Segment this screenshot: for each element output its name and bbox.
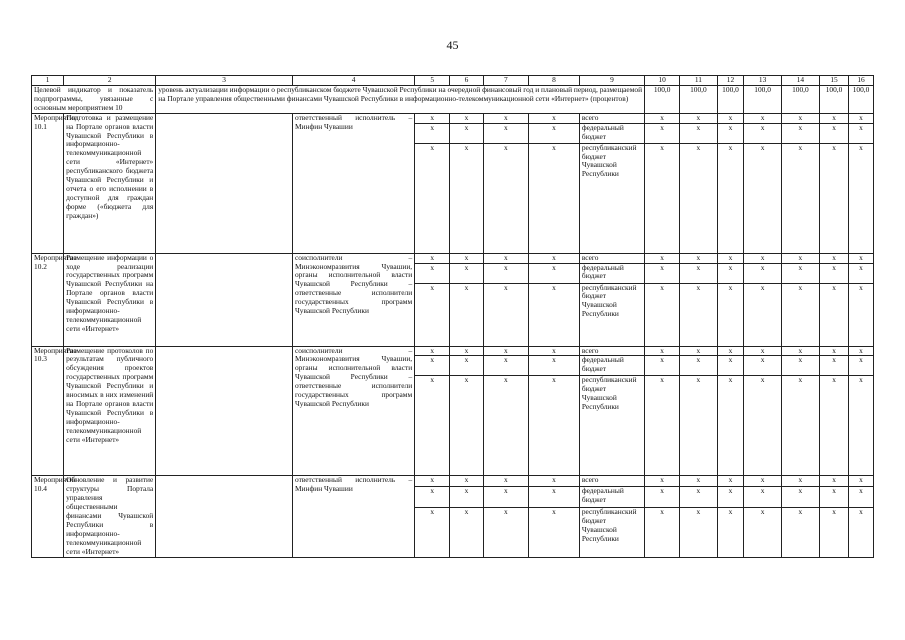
x-mark: x [529,113,580,123]
x-mark: x [645,356,680,376]
x-mark: x [483,507,529,557]
column-number: 14 [781,76,819,86]
activity-executor: ответственный исполнитель – Минфин Чувашии [292,113,414,253]
activity-executor: ответственный исполнитель – Минфин Чувашии [292,476,414,557]
x-mark: x [820,263,849,283]
x-mark: x [529,486,580,507]
column-number: 6 [450,76,483,86]
x-mark: x [717,476,744,486]
x-mark: x [744,143,781,253]
funding-source: федеральный бюджет [579,263,644,283]
x-mark: x [415,346,450,356]
x-mark: x [450,253,483,263]
x-mark: x [529,376,580,476]
x-mark: x [415,486,450,507]
x-mark: x [415,113,450,123]
x-mark: x [483,486,529,507]
x-mark: x [781,486,819,507]
activity-name: Обновление и развитие структуры Портала управления общественными финансами Чувашской Республики в информационно-телекоммуникационной сети «Интернет» [64,476,156,557]
x-mark: x [849,123,874,143]
x-mark: x [781,143,819,253]
x-mark: x [717,123,744,143]
x-mark: x [820,113,849,123]
x-mark: x [820,123,849,143]
x-mark: x [450,376,483,476]
x-mark: x [450,507,483,557]
x-mark: x [717,263,744,283]
x-mark: x [781,507,819,557]
activity-label: Мероприятие 10.1 [32,113,64,253]
activity-executor: соисполнители – Минэкономразвития Чувашии, органы исполнительной власти Чувашской Республики – ответственные исполнители государственных программ Чувашской Республики [292,346,414,476]
x-mark: x [483,123,529,143]
x-mark: x [680,113,717,123]
indicator-value: 100,0 [645,86,680,114]
x-mark: x [820,143,849,253]
x-mark: x [680,123,717,143]
x-mark: x [849,346,874,356]
x-mark: x [483,263,529,283]
x-mark: x [529,507,580,557]
activity-executor: соисполнители – Минэкономразвития Чувашии, органы исполнительной власти Чувашской Республики – ответственные исполнители государственных программ Чувашской Республики [292,253,414,346]
x-mark: x [645,253,680,263]
x-mark: x [717,253,744,263]
x-mark: x [529,253,580,263]
x-mark: x [529,476,580,486]
activity-name: Размещение протоколов по результатам публичного обсуждения проектов государственных программ Чувашской Республики и вносимых в них изменений на Портале органов власти Чувашской Республики в информационно-телекоммуникационной сети «Интернет» [64,346,156,476]
x-mark: x [781,263,819,283]
x-mark: x [849,507,874,557]
x-mark: x [529,356,580,376]
funding-source: республиканский бюджет Чувашской Республики [579,143,644,253]
activity-name: Размещение информации о ходе реализации государственных программ Чувашской Республики на Портале органов власти Чувашской Республики в информационно-телекоммуникационной сети «Интернет» [64,253,156,346]
x-mark: x [744,376,781,476]
indicator-value: 100,0 [744,86,781,114]
x-mark: x [645,486,680,507]
x-mark: x [717,507,744,557]
x-mark: x [680,346,717,356]
indicator-row [32,86,874,114]
activity-row [32,253,874,263]
x-mark: x [717,283,744,346]
x-mark: x [450,476,483,486]
x-mark: x [680,476,717,486]
x-mark: x [483,283,529,346]
column-number: 12 [717,76,744,86]
x-mark: x [717,486,744,507]
activity-label: Мероприятие 10.3 [32,346,64,476]
x-mark: x [744,263,781,283]
x-mark: x [781,346,819,356]
funding-source: республиканский бюджет Чувашской Республики [579,376,644,476]
x-mark: x [744,486,781,507]
activity-label: Мероприятие 10.4 [32,476,64,557]
x-mark: x [645,263,680,283]
x-mark: x [415,476,450,486]
x-mark: x [744,346,781,356]
x-mark: x [415,356,450,376]
x-mark: x [717,143,744,253]
x-mark: x [680,253,717,263]
x-mark: x [781,123,819,143]
column-number: 15 [820,76,849,86]
column-number: 4 [292,76,414,86]
x-mark: x [529,283,580,346]
empty-cell [156,476,293,557]
x-mark: x [680,283,717,346]
x-mark: x [849,113,874,123]
activity-row [32,113,874,123]
x-mark: x [820,253,849,263]
x-mark: x [820,283,849,346]
x-mark: x [849,263,874,283]
activity-name: Подготовка и размещение на Портале органов власти Чувашской Республики в информационно-телекоммуникационной сети «Интернет» республиканского бюджета Чувашской Республики и отчета о его исполнении в доступной для граждан форме («бюджета для граждан») [64,113,156,253]
x-mark: x [849,486,874,507]
column-number: 13 [744,76,781,86]
x-mark: x [744,283,781,346]
x-mark: x [483,253,529,263]
column-number: 10 [645,76,680,86]
funding-source: республиканский бюджет Чувашской Республики [579,283,644,346]
x-mark: x [450,123,483,143]
x-mark: x [415,143,450,253]
x-mark: x [529,123,580,143]
x-mark: x [645,123,680,143]
column-number: 7 [483,76,529,86]
x-mark: x [680,143,717,253]
funding-source: всего [579,476,644,486]
x-mark: x [415,507,450,557]
x-mark: x [529,143,580,253]
indicator-value: 100,0 [717,86,744,114]
x-mark: x [415,376,450,476]
column-number: 8 [529,76,580,86]
funding-source: республиканский бюджет Чувашской Республики [579,507,644,557]
x-mark: x [781,113,819,123]
x-mark: x [450,356,483,376]
x-mark: x [849,476,874,486]
x-mark: x [450,143,483,253]
indicator-value: 100,0 [849,86,874,114]
empty-cell [156,113,293,253]
x-mark: x [529,346,580,356]
column-number: 11 [680,76,717,86]
x-mark: x [744,507,781,557]
x-mark: x [717,346,744,356]
x-mark: x [849,376,874,476]
indicator-value: 100,0 [781,86,819,114]
x-mark: x [415,253,450,263]
x-mark: x [483,476,529,486]
x-mark: x [849,356,874,376]
empty-cell [156,253,293,346]
x-mark: x [415,123,450,143]
column-number: 3 [156,76,293,86]
x-mark: x [781,476,819,486]
page-number: 45 [446,38,459,52]
x-mark: x [645,283,680,346]
x-mark: x [744,253,781,263]
x-mark: x [820,346,849,356]
column-number: 9 [579,76,644,86]
header-row [32,76,874,86]
x-mark: x [717,356,744,376]
x-mark: x [645,476,680,486]
indicator-label: Целевой индикатор и показатель подпрограммы, увязанные с основным мероприятием 10 [32,86,156,114]
column-number: 16 [849,76,874,86]
x-mark: x [483,346,529,356]
budget-table [31,75,874,558]
x-mark: x [415,263,450,283]
x-mark: x [744,356,781,376]
x-mark: x [483,143,529,253]
funding-source: федеральный бюджет [579,123,644,143]
x-mark: x [820,507,849,557]
x-mark: x [680,486,717,507]
activity-row [32,476,874,486]
x-mark: x [849,143,874,253]
x-mark: x [680,376,717,476]
x-mark: x [680,263,717,283]
x-mark: x [820,486,849,507]
x-mark: x [849,283,874,346]
x-mark: x [483,376,529,476]
x-mark: x [645,143,680,253]
x-mark: x [744,123,781,143]
funding-source: всего [579,346,644,356]
x-mark: x [483,356,529,376]
x-mark: x [450,346,483,356]
x-mark: x [645,346,680,356]
x-mark: x [483,113,529,123]
x-mark: x [781,283,819,346]
x-mark: x [450,486,483,507]
activity-row [32,346,874,356]
indicator-text: уровень актуализации информации о республиканском бюджете Чувашской Республики на очередной финансовый год и плановый период, размещаемой на Портале управления общественными финансами Чувашской Республики в информационно-телекоммуникационной сети «Интернет» (процентов) [156,86,645,114]
x-mark: x [450,113,483,123]
column-number: 1 [32,76,64,86]
x-mark: x [781,253,819,263]
x-mark: x [680,507,717,557]
column-number: 5 [415,76,450,86]
funding-source: федеральный бюджет [579,356,644,376]
x-mark: x [450,263,483,283]
funding-source: всего [579,253,644,263]
x-mark: x [781,356,819,376]
column-number: 2 [64,76,156,86]
empty-cell [156,346,293,476]
x-mark: x [415,283,450,346]
activity-label: Мероприятие 10.2 [32,253,64,346]
x-mark: x [820,356,849,376]
indicator-value: 100,0 [680,86,717,114]
x-mark: x [849,253,874,263]
x-mark: x [680,356,717,376]
indicator-value: 100,0 [820,86,849,114]
x-mark: x [529,263,580,283]
x-mark: x [820,476,849,486]
x-mark: x [820,376,849,476]
x-mark: x [717,376,744,476]
x-mark: x [450,283,483,346]
x-mark: x [645,376,680,476]
funding-source: всего [579,113,644,123]
x-mark: x [645,113,680,123]
funding-source: федеральный бюджет [579,486,644,507]
x-mark: x [717,113,744,123]
x-mark: x [645,507,680,557]
x-mark: x [744,476,781,486]
x-mark: x [781,376,819,476]
x-mark: x [744,113,781,123]
